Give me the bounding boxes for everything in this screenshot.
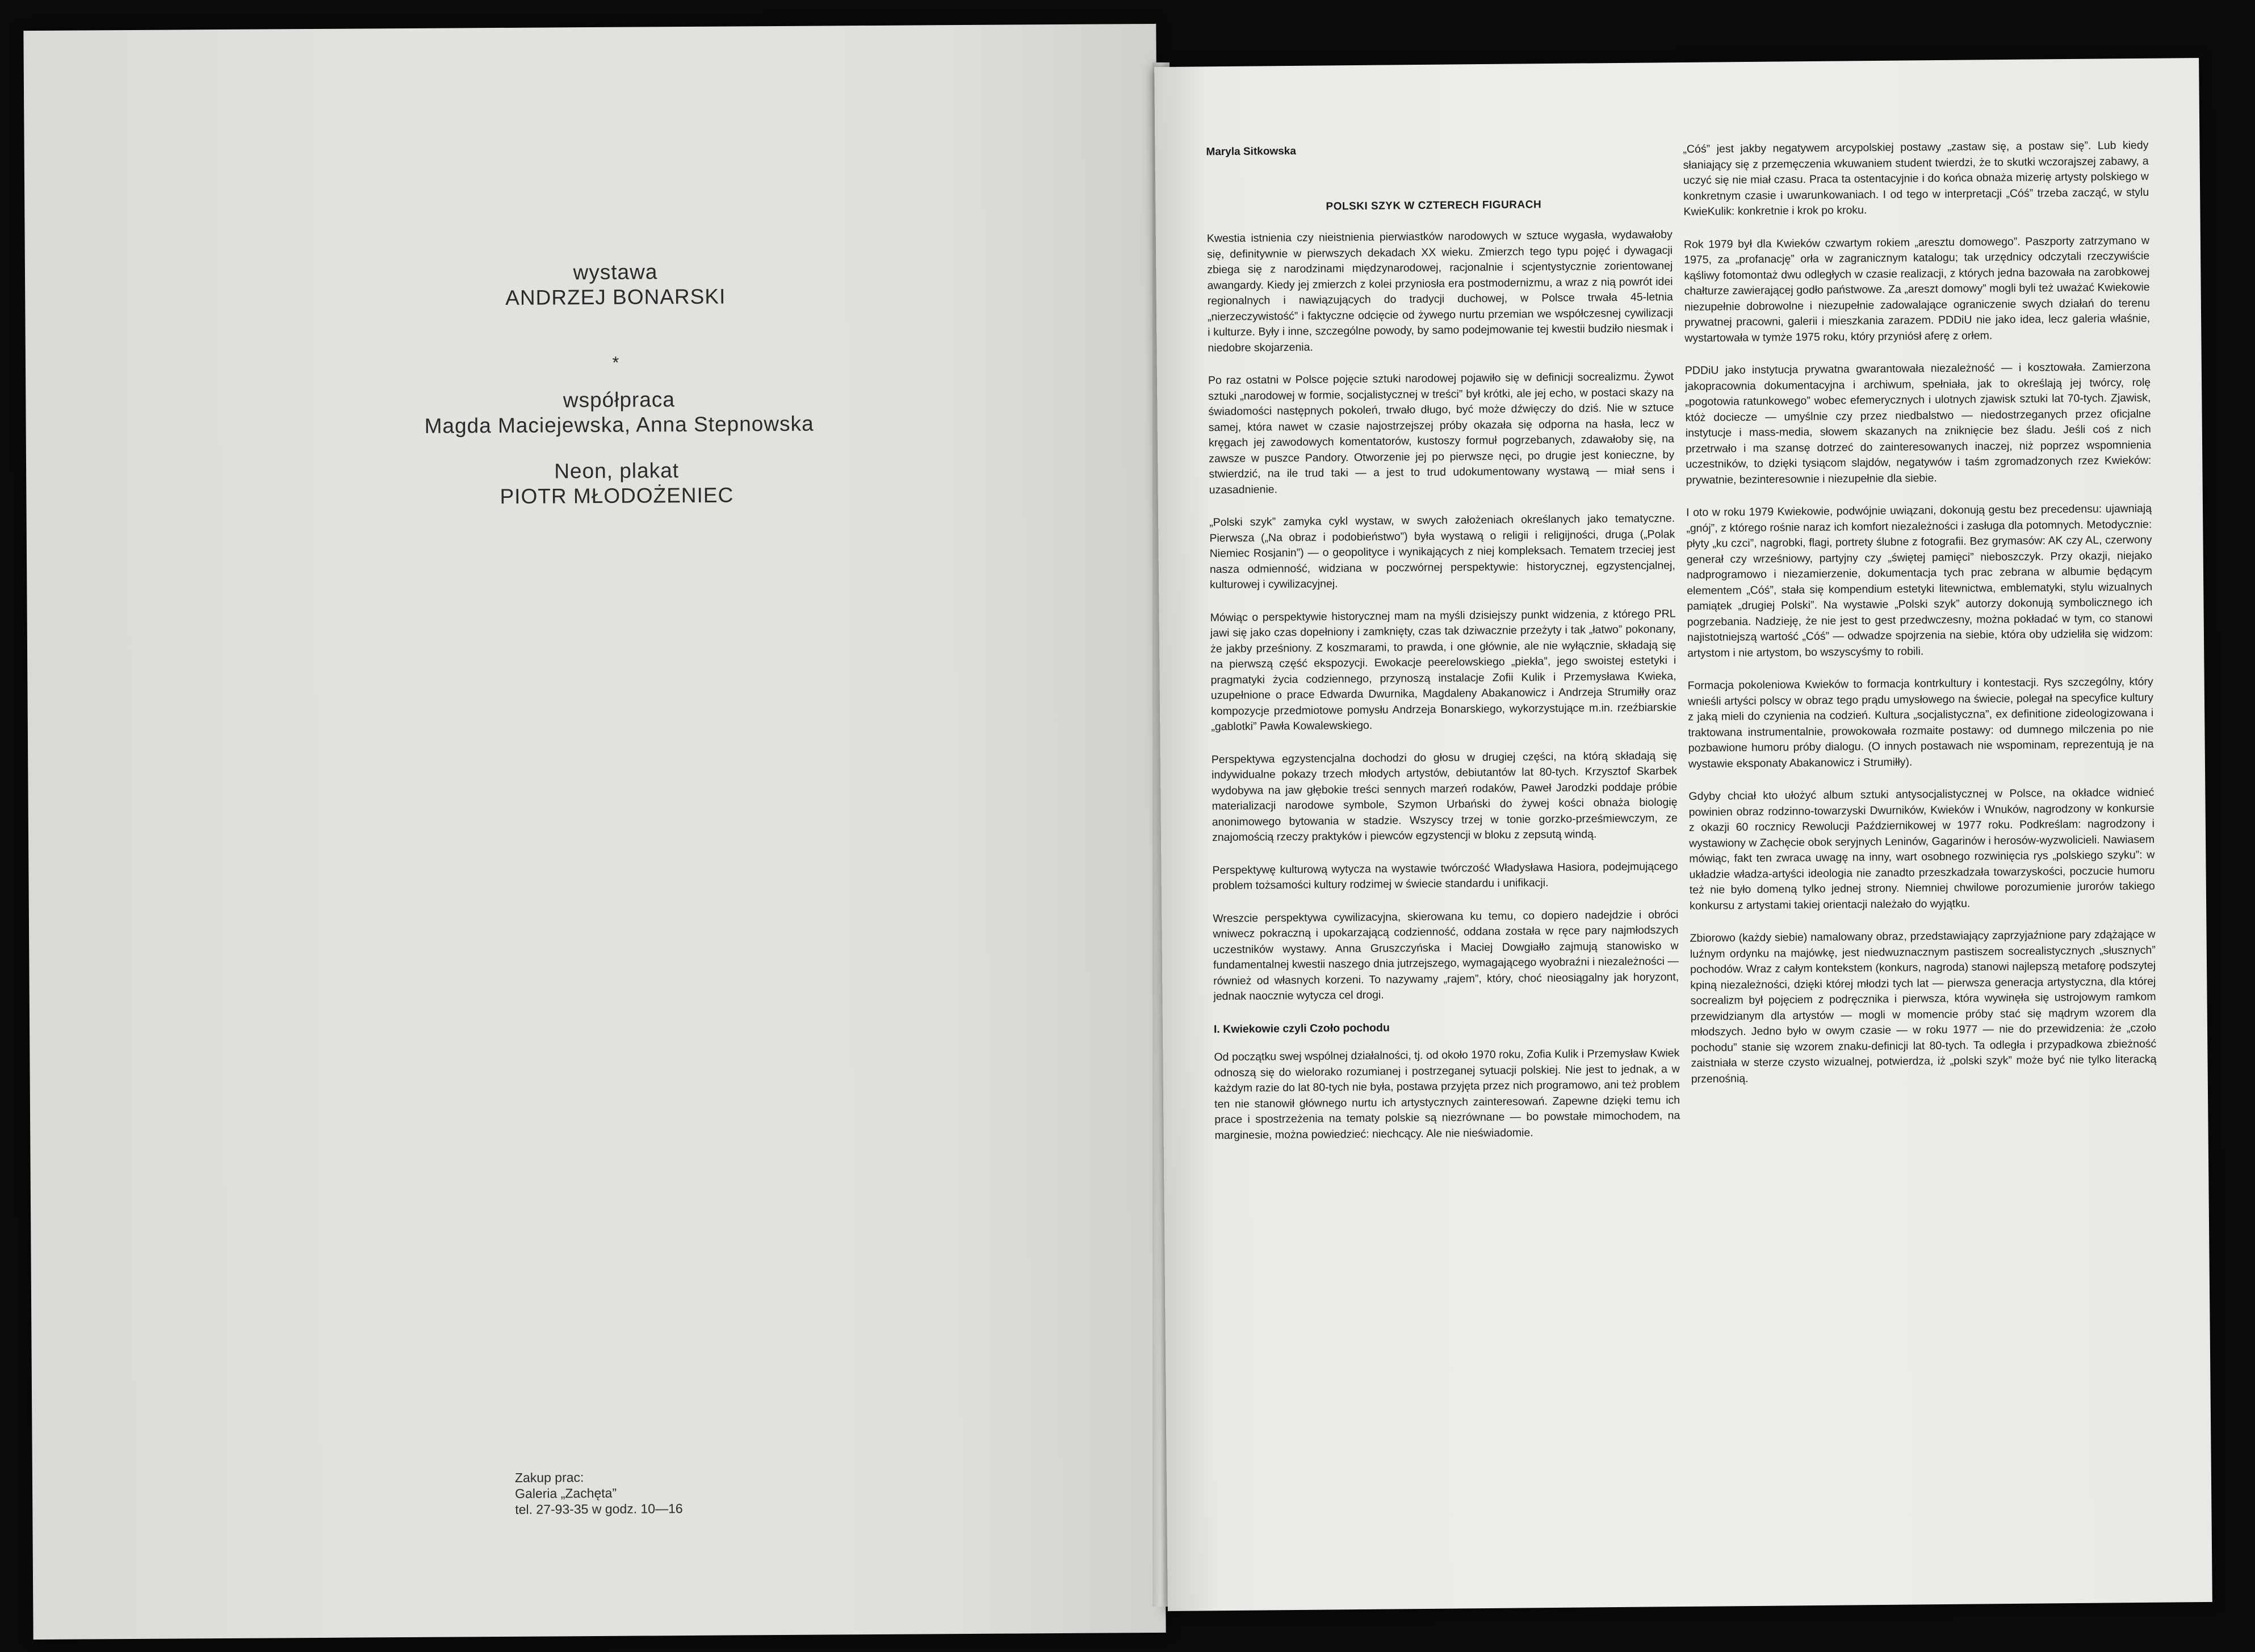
paragraph: Wreszcie perspektywa cywilizacyjna, skierowana ku temu, co dopiero nadejdzie i obróci wniwecz pokraczną i upokarzającą codzienność, oddana została w ręce pary najmłodszych uczestników wystawy. Anna Gruszczyńska i Maciej Dowgiałło zajmują stanowisko w fundamentalnej kwestii naszego dnia jutrzejszego, wymagającego wyobraźni i niezależności — również od własnych korzeni. To nazywamy „rajem”, który, choć nieosiągalny jak horyzont, jednak naocznie wytycza cel drogi.: [1213, 908, 1679, 1003]
paragraph: I oto w roku 1979 Kwiekowie, podwójnie uwiązani, dokonują gestu bez precedensu: ujawniają „gnój”, z którego rośnie naraz ich komfort niezależności i zasługa dla potomnych. Metodycznie: płyty „ku czci”, nagrobki, flagi, portrety ślubne z fotografii. Bez grymasów: AK czy AL, czerwony generał czy wrześniowy, partyjny czy „świętej pamięci” nieboszczyk. Przy okazji, niejako nadprogramowo i niezamierzenie, dokumentacja tych prac zebrana w albumie będącym elementem „Cóś”, stała się kompendium estetyki litewnictwa, emblematyki, stylu wizualnych pamiątek „drugiej Polski”. Na wystawie „Polski szyk” autorzy dokonują symbolicznego ich pogrzebania. Nadzieję, że nie jest to gest przedwczesny, można pokładać w tym, co stanowi najistotniejszą wartość „Cóś” — odwadze spojrzenia na siebie, która oby udzieliła się widzom: artystom i nie artystom, bo wszyscyśmy to robili.: [1686, 502, 2153, 660]
paragraph: Mówiąc o perspektywie historycznej mam na myśli dzisiejszy punkt widzenia, z którego PRL jawi się jako czas dopełniony i zamknięty, czas tak dziwacznie przeżyty i tak „łatwo” pokonany, że jakby prześniony. Z koszmarami, to prawda, i one głównie, ale nie wyłącznie, składają się na pierwszą część ekspozycji. Ewokacje peerelowskiego „piekła”, jego swoistej estetyki i pragmatyki życia codziennego, przynoszą instalacje Zofii Kulik i Przemysława Kwieka, uzupełnione o prace Edwarda Dwurnika, Magdaleny Abakanowicz i Andrzeja Strumiłły oraz kompozycje przedmiotowe pomysłu Andrzeja Bonarskiego, wykorzystujące m.in. rzeźbiarskie „gablotki” Pawła Kowalewskiego.: [1210, 607, 1677, 733]
paragraph: Rok 1979 był dla Kwieków czwartym rokiem „aresztu domowego”. Paszporty zatrzymano w 1975, za „profanację” orła w zagranicznym katalogu; tak urzędnicy odczytali rzeczywiście kąśliwy fotomontaż dwu odległych w czasie realizacji, z których jedna bazowała na zarobkowej chałturze zawierającej godło państwowe. Za „areszt domowy” mogli byli też uważać Kwiekowie niezupełnie dobrowolne i niezupełnie zadowalające ograniczenie swych działań do terenu prywatnej pracowni, galerii i mieszkania zarazem. PDDiU nie jako idea, lecz galeria właśnie, wystartowała w tymże 1975 roku, który przyniósł aferę z orłem.: [1683, 234, 2151, 345]
neon-label: Neon, plakat: [554, 459, 680, 483]
paragraph: Perspektywa egzystencjalna dochodzi do głosu w drugiej części, na którą składają się indywidualne pokazy trzech młodych artystów, debiutantów lat 80-tych. Krzysztof Skarbek wydobywa na jaw głębokie treści sennych marzeń rodaków, Paweł Jarodzki poddaje próbie materializacji narodowe symbole, Szymon Urbański do żywej kości obnaża biologię anonimowego bytowania w stadzie. Wszyscy trzej w tonie gorzko-prześmiewczym, ze znajomością rzeczy praktyków i piewców egzystencji w bloku z zepsutą windą.: [1211, 749, 1678, 844]
exhibit-block: [383, 258, 849, 311]
article-column-left: [1207, 227, 1680, 1160]
collaboration-block: [321, 386, 917, 439]
section-heading: I. Kwiekowie czyli Czoło pochodu: [1213, 1021, 1390, 1035]
neon-author: PIOTR MŁODOŻENIEC: [500, 483, 734, 509]
purchase-gallery: Galeria „Zachęta”: [515, 1485, 617, 1501]
separator-asterisk: *: [612, 353, 620, 372]
purchase-phone: tel. 27-93-35 w godz. 10—16: [515, 1501, 683, 1517]
left-page: [23, 24, 1166, 1640]
paragraph: Zbiorowo (każdy siebie) namalowany obraz, przedstawiający zaprzyjaźnione pary zdążające w luźnym ordynku na majówkę, jest niedwuznacznym pastiszem socrealistycznych „słusznych” pochodów. Wraz z całym kontekstem (konkurs, nagroda) stanowi najlepszą metaforę podszytej kpiną niezależności, dzięki której młodzi tych lat — pierwsza generacja artystyczna, dla której socrealizm był pojęciem z podręcznika i pierwsza, która wywinęła się ustrojowym ramkom przewidzianym dla artystów — mogli w momencie próby stać się mądrym wzorem dla młodszych. Jedno było w owym czasie — w roku 1977 — nie do przewidzenia: że „czoło pochodu” stanie się wzorem znaku-definicji lat 80-tych. Ta odległa i przypadkowa zbieżność zaistniała w sterze czysto wizualnej, potwierdza, iż „polski szyk” może być nie tylko literacką przenośnią.: [1690, 928, 2157, 1085]
paragraph: Od początku swej wspólnej działalności, tj. od około 1970 roku, Zofia Kulik i Przemysław Kwiek odnoszą się do wielorako rozumianej i postrzeganej sytuacji polskiej. Nie jest to jednak, a w każdym razie do lat 80-tych nie była, postawa przyjęta przez nich programowo, ani też problem ten nie stanowił głównego nurtu ich artystycznych zainteresowań. Zapewne dzięki temu ich prace i spostrzeżenia na tematy polskie są niezrównane — bo powstałe mimochodem, na marginesie, można powiedzieć: niechcący. Ale nie nieświadomie.: [1214, 1047, 1680, 1142]
neon-block: [384, 457, 850, 510]
article-column-right: [1683, 138, 2157, 1104]
article-author: Maryla Sitkowska: [1206, 145, 1296, 158]
collab-label: współpraca: [563, 388, 676, 412]
paragraph: „Polski szyk” zamyka cykl wystaw, w swych założeniach określanych jako tematyczne. Pierwsza („Na obraz i podobieństwo”) była wystawą o religii i religijności, druga („Polak Niemiec Rosjanin”) — o geopolityce i wynikających z niej kompleksach. Tematem trzeciej jest nasza odmienność, widziana w poczwórnej perspektywie: historycznej, egzystencjalnej, kulturowej i cywilizacyjnej.: [1209, 512, 1675, 592]
paragraph: Po raz ostatni w Polsce pojęcie sztuki narodowej pojawiło się w definicji socrealizmu. Żywot sztuki „narodowej w formie, socjalistycznej w treści” był krótki, ale jej echo, w postaci skazy na świadomości następnych pokoleń, trwało długo, być może dźwięczy do dziś. Nie w sztuce samej, która nawet w czasie najostrzejszej próby okazała się odporna na hasła, lecz w kręgach jej zawodowych komentatorów, kustoszy formuł pogrzebanych, zdawałoby się, na zawsze w puszce Pandory. Otworzenie jej po pierwsze nęci, po drugie jest konieczne, by stwierdzić, na ile trud taki — a jest to trud udokumentowany wystawą — miał sens i uzasadnienie.: [1208, 370, 1675, 496]
purchase-info: [515, 1469, 683, 1517]
artist-name: ANDRZEJ BONARSKI: [505, 284, 726, 309]
paragraph: Gdyby chciał kto ułożyć album sztuki antysocjalistycznej w Polsce, na okładce widnieć powinien obraz rodzinno-towarzyski Dwurników, Kwieków i Wnuków, nagrodzony w konkursie z okazji 60 rocznicy Rewolucji Październikowej w 1977 roku. Podkreślam: nagrodzony i wystawiony w Zachęcie obok seryjnych Leninów, Gagarinów i herosów-wyzwolicieli. Nawiasem mówiąc, fakt ten zwraca uwagę na inny, wart osobnego rozwinięcia rys „polskiego szyku”: w układzie władza-artyści ideologia nie zanadto przeszkadzała towarzyskości, poczucie humoru też nie było domeną tylko jednej strony. Niemniej chwilowe porozumienie jurorów takiego konkursu z artystami takiej orientacji należało do wyjątku.: [1688, 786, 2155, 912]
paragraph: PDDiU jako instytucja prywatna gwarantowała niezależność — i kosztowała. Zamierzona jakopracownia dokumentacyjna i archiwum, spełniała, jak to określają jej twórcy, rolę „pogotowia ratunkowego” wobec efemerycznych i ulotnych zjawisk sztuki lat 70-tych. Zjawisk, któż dociecze — umyślnie czy przez niedbalstwo — niedostrzeganych przez oficjalne instytucje i mass-media, słowem skazanych na zniknięcie bez śladu. Jeśli coś z nich przetrwało i ma szansę dotrzeć do zainteresowanych inaczej, niż poprzez wspomnienia uczestników, to dzięki tysiącom slajdów, negatywów i taśm zgromadzonych rzez Kwieków: prywatnie, bezinteresownie i niezupełnie dla siebie.: [1684, 360, 2152, 487]
paragraph: Formacja pokoleniowa Kwieków to formacja kontrkultury i kontestacji. Rys szczególny, który wnieśli artyści polscy w obraz tego prądu umysłowego na świecie, polegał na specyfice kultury z jaką mieli do czynienia na codzień. Kultura „socjalistyczna”, ex definitione zideologizowana i traktowana instrumentalnie, prowokowała rozmaite postawy: od dumnego milczenia po nie pozbawione humoru próby dialogu. (O innych postawach nie wspominam, reprezentują je na wystawie eksponaty Abakanowicz i Strumiłły).: [1687, 675, 2154, 770]
right-page: [1154, 58, 2212, 1611]
paragraph: Kwestia istnienia czy nieistnienia pierwiastków narodowych w sztuce wygasła, wydawałoby się, definitywnie w pierwszych dekadach XX wieku. Zmierzch tego typu pojęć i dywagacji zbiega się z narodzinami międzynarodowej, racjonalnie i scjentystycznie zorientowanej awangardy. Kiedy jej zmierzch z kolei przyniosła era postmodernizmu, a wraz z nią powrót idei regionalnych i nawiązujących do tradycji duchowej, w Polsce trwała 45-letnia „nierzeczywistość” i faktyczne odcięcie od żywego nurtu przemian we współczesnej cywilizacji i kulturze. Były i inne, szczególne powody, by samo podejmowanie tej kwestii budziło niesmak i niedobre skojarzenia.: [1206, 228, 1674, 354]
exhibit-label: wystawa: [573, 260, 658, 284]
exhibition-credits: [23, 24, 1156, 509]
article-title: POLSKI SZYK W CZTERECH FIGURACH: [1326, 199, 1542, 213]
collaborators: Magda Maciejewska, Anna Stepnowska: [424, 412, 814, 438]
paragraph: Perspektywę kulturową wytycza na wystawie twórczość Władysława Hasiora, podejmującego problem tożsamości kultury rodzimej w świecie standardu i unifikacji.: [1212, 859, 1678, 892]
purchase-line: Zakup prac:: [514, 1470, 584, 1485]
paragraph: „Cóś” jest jakby negatywem arcypolskiej postawy „zastaw się, a postaw się”. Lub kiedy słaniający się z przemęczenia wkuwaniem student twierdzi, że to skutki wczorajszej zabawy, a uczyć się nie miał czasu. Praca ta ostentacyjnie i do końca obnaża mizerię artysty polskiego w konkretnym czasie i uwarunkowaniach. I od tego w interpretacji „Cóś” trzeba zacząć, w stylu KwieKulik: konkretnie i krok po kroku.: [1683, 139, 2149, 218]
